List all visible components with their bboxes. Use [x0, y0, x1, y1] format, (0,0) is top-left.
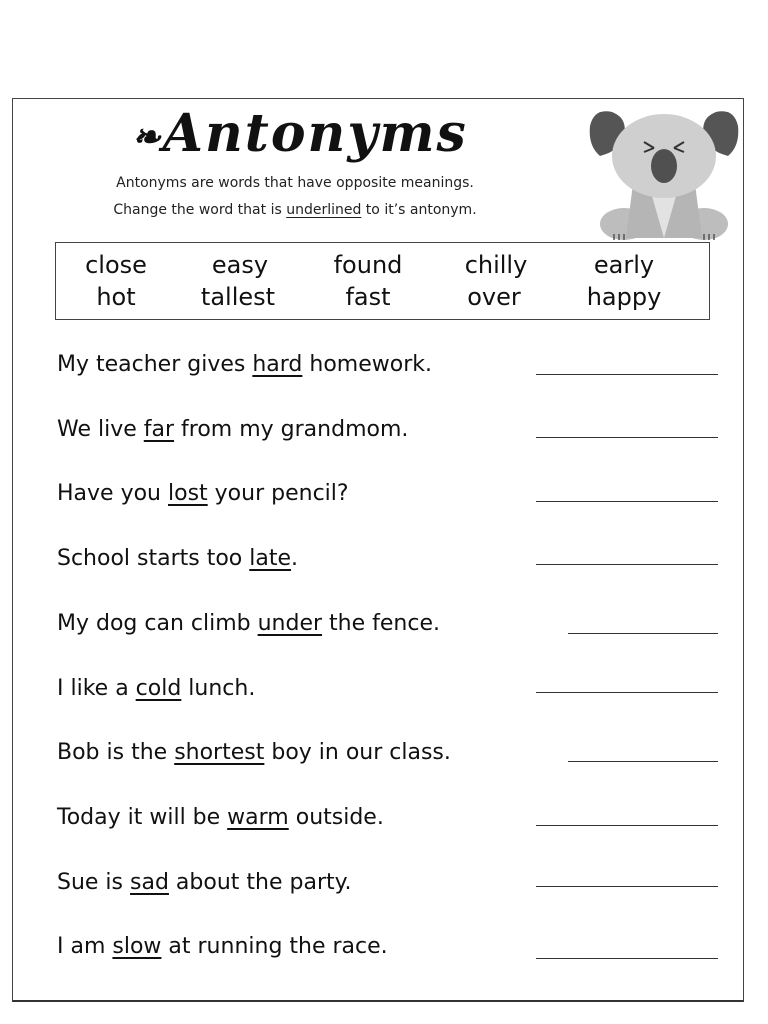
underlined-word: late	[249, 546, 292, 571]
answer-line-9[interactable]	[536, 886, 718, 887]
answer-line-7[interactable]	[568, 761, 718, 762]
sentence-text: Have you	[57, 481, 168, 506]
sentence-text: Bob is the	[57, 740, 175, 765]
answer-line-10[interactable]	[536, 958, 718, 959]
sentence-text: .	[291, 546, 299, 571]
word-bank-word: easy	[211, 251, 269, 279]
swirl-ornament-icon: ❧	[132, 117, 163, 158]
sentence-text: I like a	[57, 676, 136, 701]
sentence-10	[57, 934, 388, 959]
answer-line-3[interactable]	[536, 501, 718, 502]
sentence-6	[57, 676, 255, 701]
underlined-word: sad	[130, 870, 169, 895]
underlined-word: slow	[112, 934, 162, 959]
instruction-text-before: Change the word that is	[113, 202, 287, 218]
underlined-word: under	[257, 611, 323, 636]
sentence-text: lunch.	[181, 676, 256, 701]
answer-line-8[interactable]	[536, 825, 718, 826]
sentence-2	[57, 417, 408, 442]
intro-instruction	[60, 202, 530, 218]
underlined-word: warm	[227, 805, 289, 830]
sentence-4	[57, 546, 298, 571]
underlined-word: shortest	[174, 740, 265, 765]
instruction-underlined-word: underlined	[286, 202, 362, 218]
sentence-text: My dog can climb	[57, 611, 258, 636]
sentence-text: your pencil?	[207, 481, 349, 506]
word-bank-word: happy	[586, 283, 662, 311]
koala-icon	[584, 106, 744, 242]
answer-line-1[interactable]	[536, 374, 718, 375]
sentence-text: Today it will be	[57, 805, 228, 830]
sentence-text: boy in our class.	[264, 740, 451, 765]
answer-line-2[interactable]	[536, 437, 718, 438]
underlined-word: hard	[252, 352, 303, 377]
sentence-text: I am	[57, 934, 113, 959]
sentence-text: My teacher gives	[57, 352, 253, 377]
sentence-7	[57, 740, 451, 765]
word-bank-word: fast	[345, 283, 391, 311]
sentence-text: from my grandmom.	[174, 417, 409, 442]
sentence-text: outside.	[288, 805, 384, 830]
word-bank-row	[56, 251, 709, 283]
word-bank-word: chilly	[464, 251, 528, 279]
word-bank	[55, 242, 710, 320]
sentence-5	[57, 611, 440, 636]
worksheet-title	[120, 104, 480, 168]
underlined-word: far	[143, 417, 175, 442]
word-bank-word: close	[85, 251, 147, 279]
intro-definition: Antonyms are words that have opposite meanings.	[116, 175, 474, 191]
sentence-text: We live	[57, 417, 144, 442]
instruction-text-after: to it’s antonym.	[361, 202, 477, 218]
answer-line-5[interactable]	[568, 633, 718, 634]
underlined-word: lost	[168, 481, 208, 506]
word-bank-word: hot	[96, 283, 136, 311]
underlined-word: cold	[135, 676, 182, 701]
sentence-text: School starts too	[57, 546, 250, 571]
sentence-text: the fence.	[322, 611, 440, 636]
sentence-9	[57, 870, 352, 895]
sentence-text: at running the race.	[161, 934, 388, 959]
sentence-8	[57, 805, 384, 830]
word-bank-word: tallest	[200, 283, 276, 311]
answer-line-6[interactable]	[536, 692, 718, 693]
sentence-text: about the party.	[168, 870, 352, 895]
word-bank-word: early	[593, 251, 655, 279]
word-bank-word: over	[467, 283, 521, 311]
word-bank-row	[56, 283, 709, 315]
sentence-text: Sue is	[57, 870, 131, 895]
title-text: Antonyms	[162, 103, 468, 164]
sentence-3	[57, 481, 349, 506]
answer-line-4[interactable]	[536, 564, 718, 565]
word-bank-word: found	[333, 251, 403, 279]
sentence-1	[57, 352, 432, 377]
sentence-text: homework.	[302, 352, 432, 377]
